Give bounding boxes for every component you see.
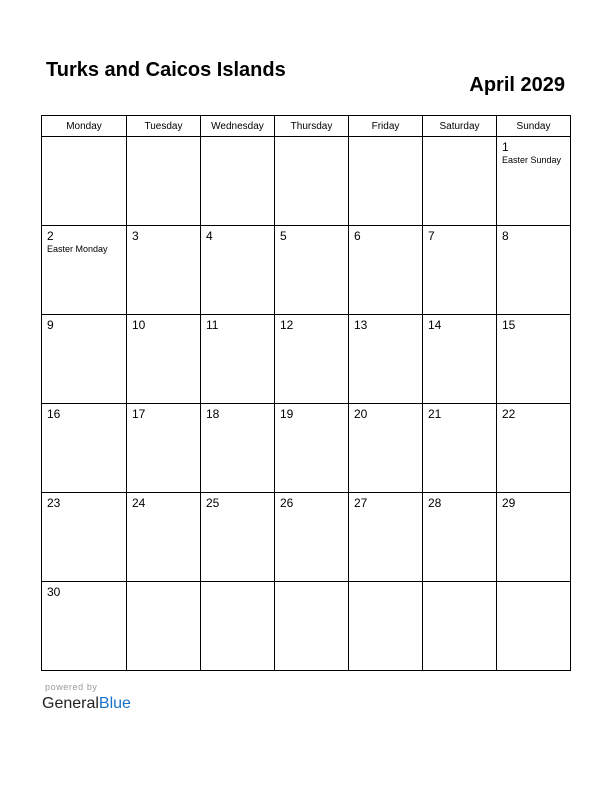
day-number: 17 — [132, 407, 146, 421]
day-cell — [497, 582, 571, 671]
day-cell — [275, 226, 349, 315]
weekday-header: Wednesday — [201, 116, 275, 137]
weekday-header: Monday — [42, 116, 127, 137]
holiday-label: Easter Sunday — [502, 155, 562, 165]
day-number: 9 — [47, 318, 54, 332]
day-number: 22 — [502, 407, 516, 421]
day-cell — [275, 137, 349, 226]
week-row — [42, 137, 571, 226]
day-cell — [349, 226, 423, 315]
weekday-header: Tuesday — [127, 116, 201, 137]
day-cell — [497, 493, 571, 582]
day-cell — [42, 404, 127, 493]
day-number: 11 — [206, 318, 219, 332]
brand-general: General — [42, 695, 99, 712]
day-number: 20 — [354, 407, 368, 421]
day-cell — [423, 582, 497, 671]
day-cell — [423, 315, 497, 404]
day-cell — [42, 315, 127, 404]
day-number: 13 — [354, 318, 368, 332]
calendar-grid — [41, 115, 571, 671]
week-row — [42, 582, 571, 671]
day-number: 7 — [428, 229, 435, 243]
day-number: 5 — [280, 229, 287, 243]
day-cell — [349, 137, 423, 226]
day-cell — [349, 493, 423, 582]
day-cell — [349, 582, 423, 671]
day-cell — [497, 226, 571, 315]
day-number: 30 — [47, 585, 61, 599]
day-number: 10 — [132, 318, 146, 332]
day-number: 25 — [206, 496, 220, 510]
day-cell — [201, 404, 275, 493]
brand-blue: Blue — [98, 695, 131, 712]
day-cell — [349, 315, 423, 404]
day-cell — [497, 315, 571, 404]
day-cell — [42, 137, 127, 226]
day-cell — [275, 582, 349, 671]
day-cell — [127, 404, 201, 493]
day-number: 15 — [502, 318, 516, 332]
day-cell — [42, 582, 127, 671]
day-cell — [423, 226, 497, 315]
day-cell — [423, 493, 497, 582]
month-year-title: April 2029 — [469, 74, 565, 96]
day-number: 18 — [206, 407, 220, 421]
day-number: 21 — [428, 407, 442, 421]
day-number: 14 — [428, 318, 442, 332]
week-row — [42, 226, 571, 315]
powered-by-text: powered by — [45, 682, 98, 692]
week-row — [42, 493, 571, 582]
day-number: 8 — [502, 229, 509, 243]
day-cell — [127, 137, 201, 226]
day-number: 6 — [354, 229, 361, 243]
weekday-header: Thursday — [275, 116, 349, 137]
day-number: 24 — [132, 496, 146, 510]
week-row — [42, 404, 571, 493]
day-cell — [275, 493, 349, 582]
weekday-header: Saturday — [423, 116, 497, 137]
day-cell — [201, 226, 275, 315]
day-number: 12 — [280, 318, 294, 332]
day-cell — [423, 137, 497, 226]
day-cell — [201, 582, 275, 671]
day-cell — [497, 404, 571, 493]
country-title: Turks and Caicos Islands — [46, 59, 286, 81]
day-cell — [127, 582, 201, 671]
weekday-header-row — [42, 116, 571, 137]
day-cell — [423, 404, 497, 493]
day-number: 4 — [206, 229, 213, 243]
week-row — [42, 315, 571, 404]
day-cell — [127, 493, 201, 582]
day-number: 29 — [502, 496, 516, 510]
day-cell — [497, 137, 571, 226]
day-cell — [127, 226, 201, 315]
day-number: 23 — [47, 496, 61, 510]
day-cell — [201, 315, 275, 404]
day-number: 27 — [354, 496, 368, 510]
day-cell — [201, 137, 275, 226]
day-cell — [201, 493, 275, 582]
day-number: 3 — [132, 229, 139, 243]
weekday-header: Friday — [349, 116, 423, 137]
day-cell — [275, 315, 349, 404]
day-number: 1 — [502, 140, 509, 154]
day-cell — [127, 315, 201, 404]
day-cell — [349, 404, 423, 493]
day-number: 2 — [47, 229, 54, 243]
day-number: 19 — [280, 407, 294, 421]
day-cell — [42, 493, 127, 582]
day-cell — [275, 404, 349, 493]
day-number: 26 — [280, 496, 294, 510]
day-number: 28 — [428, 496, 442, 510]
day-number: 16 — [47, 407, 61, 421]
holiday-label: Easter Monday — [47, 244, 108, 254]
day-cell — [42, 226, 127, 315]
generalblue-logo[interactable] — [42, 694, 131, 714]
weekday-header: Sunday — [497, 116, 571, 137]
